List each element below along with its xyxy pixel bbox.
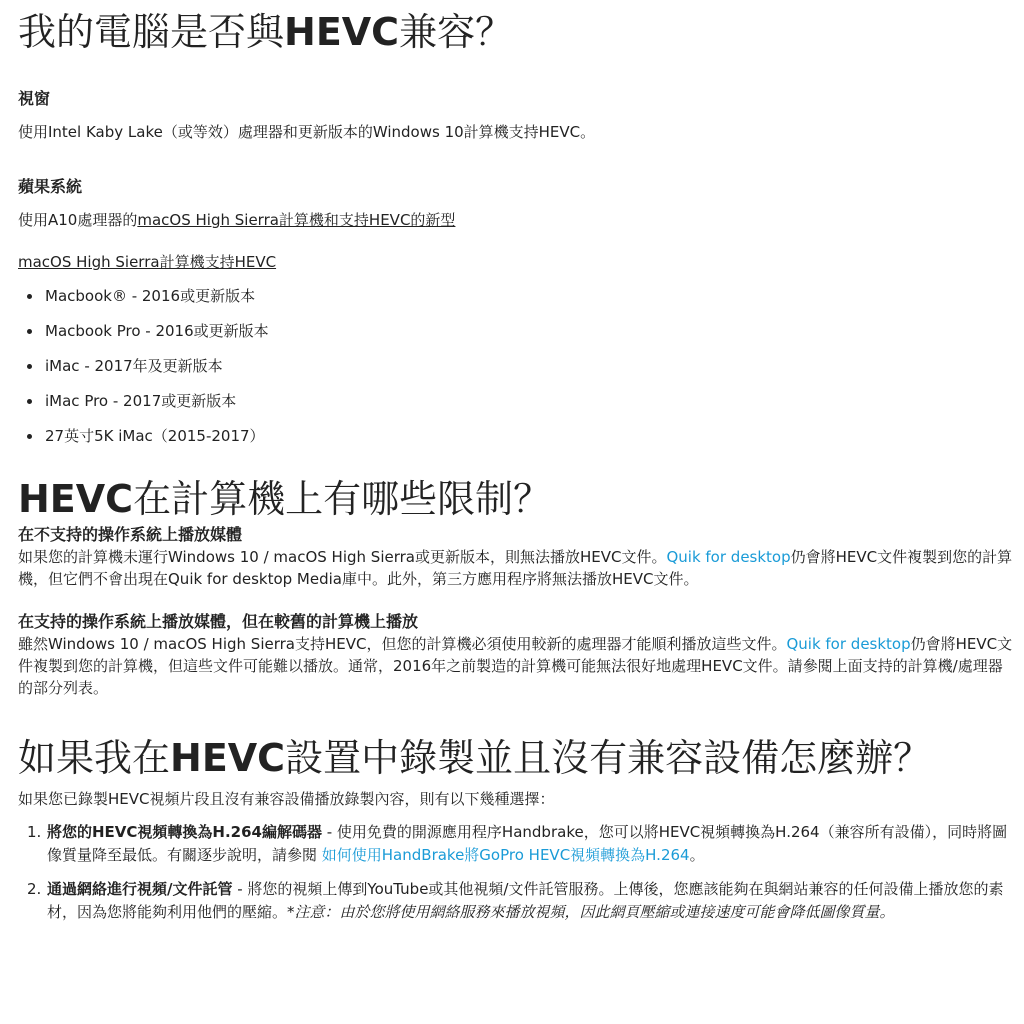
unsupported-os-heading: 在不支持的操作系統上播放媒體: [18, 525, 243, 544]
limits-title: HEVC在計算機上有哪些限制？: [18, 477, 552, 521]
bullet-icon: [27, 399, 32, 404]
quik-desktop-link[interactable]: Quik for desktop: [786, 635, 911, 653]
macos-link[interactable]: macOS High Sierra計算機和支持HEVC的: [137, 211, 426, 229]
list-item: 1. 將您的HEVC視頻轉換為H.264編解碼器 - 使用免費的開源應用程序Handbrake，您可以將HEVC視頻轉換為H.264（兼容所有設備），同時將圖像質量降至最低。有關逐步說明，請參閱 如何使用HandBrake將GoPro HEVC視頻轉換為H.264。: [27, 823, 1008, 864]
list-item: Macbook® - 2016或更新版本: [18, 285, 618, 320]
option-title: 將您的HEVC視頻轉換為H.264編解碼器: [47, 823, 322, 841]
bullet-icon: [27, 434, 32, 439]
option-title: 通過網絡進行視頻/文件託管: [47, 880, 233, 898]
quik-desktop-link[interactable]: Quik for desktop: [666, 548, 791, 566]
windows-heading: 視窗: [18, 89, 51, 108]
no-device-title: 如果我在HEVC設置中錄製並且沒有兼容設備怎麼辦？: [18, 736, 932, 780]
options-intro: 如果您已錄製HEVC視頻片段且沒有兼容設備播放錄製內容，則有以下幾種選擇：: [18, 790, 555, 808]
apple-text: 使用A10處理器的macOS High Sierra計算機和支持HEVC的新型: [18, 211, 456, 229]
apple-heading: 蘋果系統: [18, 177, 83, 196]
list-item: iMac Pro - 2017或更新版本: [18, 390, 618, 425]
older-computer-text: 雖然Windows 10 / macOS High Sierra支持HEVC，但您的計算機必須使用較新的處理器才能順利播放這些文件。Quik for desktop仍會將HEVC文件複製到您的計算機，但這些文件可能難以播放。通常，2016年之前製造的計算機可能無法很好地處理HEVC文件。請參閱上面支持的計算機/處理器的部分列表。: [18, 635, 1013, 697]
list-item: iMac - 2017年及更新版本: [18, 355, 618, 390]
bullet-icon: [27, 329, 32, 334]
note-text: *注意：由於您將使用網絡服務來播放視頻，因此網頁壓縮或連接速度可能會降低圖像質量。: [287, 903, 895, 921]
older-computer-heading: 在支持的操作系統上播放媒體，但在較舊的計算機上播放: [18, 612, 419, 631]
options-list: [18, 821, 1013, 924]
list-item: 27英寸5K iMac（2015-2017）: [18, 425, 618, 460]
model-list: [18, 285, 618, 460]
windows-text: 使用Intel Kaby Lake（或等效）處理器和更新版本的Windows 10計算機支持HEVC。: [18, 123, 596, 141]
macos-line[interactable]: macOS High Sierra計算機支持HEVC: [18, 253, 277, 271]
list-item: Macbook Pro - 2016或更新版本: [18, 320, 618, 355]
page-title: 我的電腦是否與HEVC兼容？: [18, 10, 514, 54]
unsupported-os-text: 如果您的計算機未運行Windows 10 / macOS High Sierra或更新版本，則無法播放HEVC文件。Quik for desktop仍會將HEVC文件複製到您的計算機，但它們不會出現在Quik for desktop Media庫中。此外，第三方應用程序將無法播放HEVC文件。: [18, 548, 1013, 588]
bullet-icon: [27, 364, 32, 369]
bullet-icon: [27, 294, 32, 299]
list-item: 2. 通過網絡進行視頻/文件託管 - 將您的視頻上傳到YouTube或其他視頻/文件託管服務。上傳後，您應該能夠在與網站兼容的任何設備上播放您的素材，因為您將能夠利用他們的壓縮。*注意：由於您將使用網絡服務來播放視頻，因此網頁壓縮或連接速度可能會降低圖像質量。: [27, 880, 1004, 921]
handbrake-guide-link[interactable]: 如何使用HandBrake將GoPro HEVC視頻轉換為H.264: [321, 846, 690, 864]
